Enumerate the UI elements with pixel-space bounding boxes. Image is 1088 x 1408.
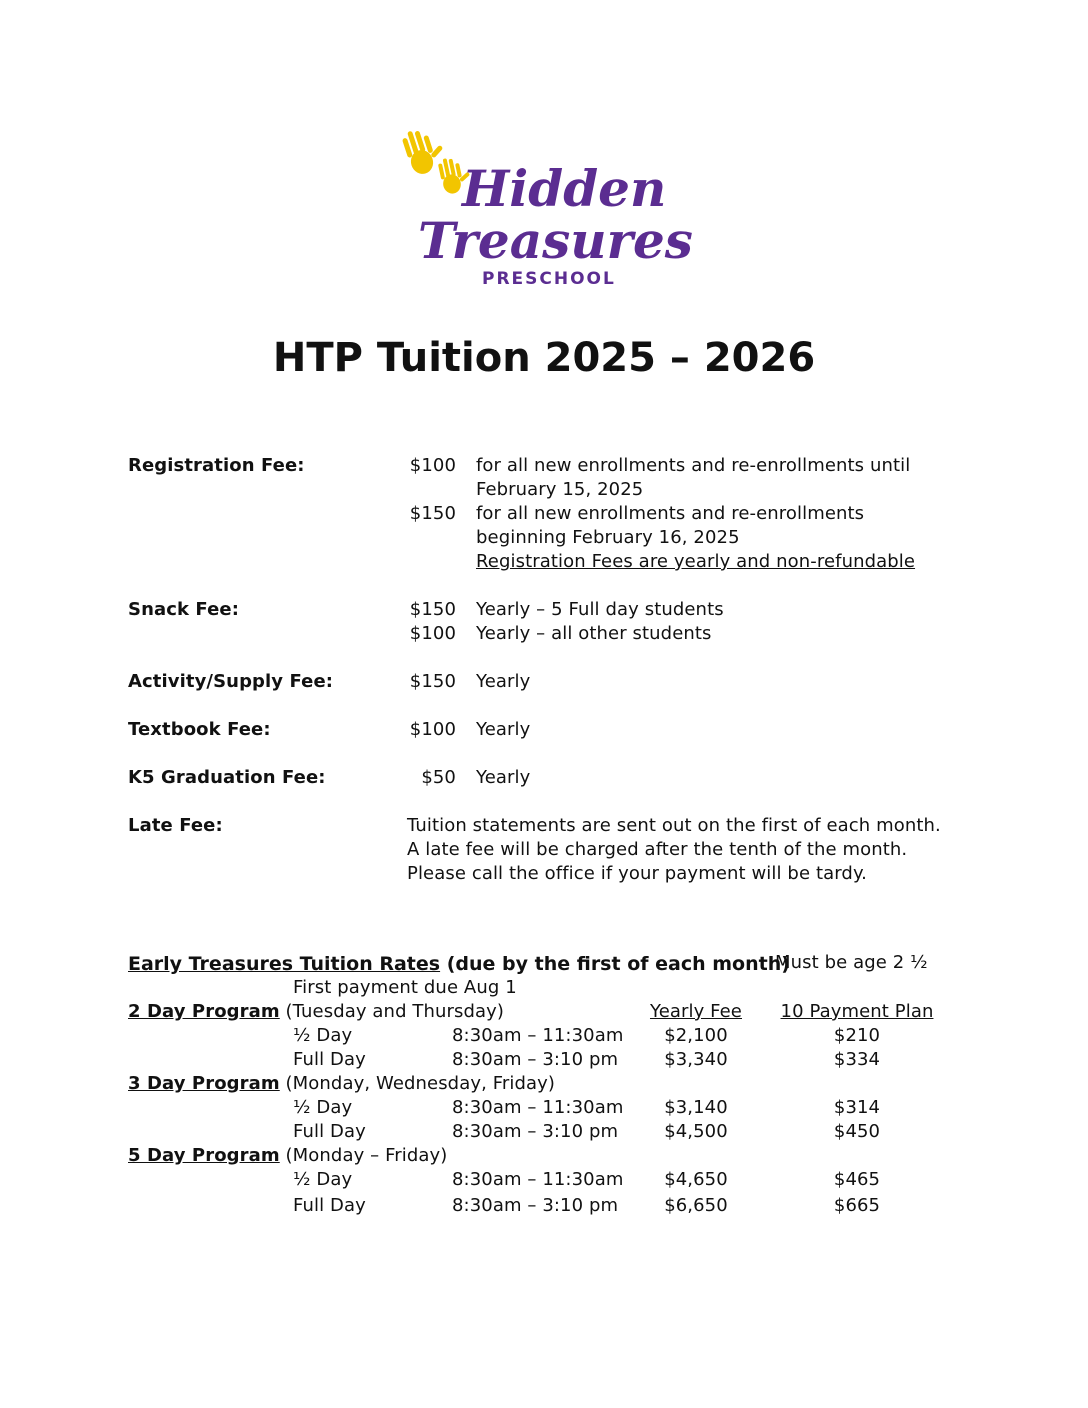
snack-fee-desc-2: Yearly – all other students bbox=[476, 623, 712, 644]
rate-plan: $450 bbox=[833, 1121, 881, 1142]
rate-type: Full Day bbox=[293, 1121, 366, 1142]
rate-yearly: $3,140 bbox=[664, 1097, 728, 1118]
rates-heading bbox=[128, 951, 790, 977]
rate-time: 8:30am – 3:10 pm bbox=[452, 1049, 619, 1070]
rate-plan: $665 bbox=[833, 1195, 881, 1216]
hidden-treasures-logo bbox=[400, 130, 700, 295]
graduation-fee-desc: Yearly bbox=[476, 767, 531, 788]
program-days: (Tuesday and Thursday) bbox=[279, 1001, 505, 1022]
program-days: (Monday – Friday) bbox=[279, 1145, 448, 1166]
activity-fee-amount: $150 bbox=[409, 671, 456, 692]
activity-fee-desc: Yearly bbox=[476, 671, 531, 692]
program-name: 5 Day Program bbox=[128, 1145, 280, 1166]
column-yearly-fee: Yearly Fee bbox=[649, 1001, 742, 1022]
program-5-day bbox=[128, 1144, 447, 1168]
rate-type: Full Day bbox=[293, 1195, 366, 1216]
late-fee-line-3: Please call the office if your payment will be tardy. bbox=[407, 863, 867, 884]
rate-plan: $334 bbox=[833, 1049, 881, 1070]
program-3-day bbox=[128, 1072, 555, 1096]
program-name: 3 Day Program bbox=[128, 1073, 280, 1094]
snack-fee-amount-2: $100 bbox=[409, 623, 456, 644]
rate-yearly: $2,100 bbox=[664, 1025, 728, 1046]
rate-time: 8:30am – 3:10 pm bbox=[452, 1195, 619, 1216]
logo-line-treasures: Treasures bbox=[418, 211, 693, 270]
rate-yearly: $3,340 bbox=[664, 1049, 728, 1070]
rate-type: ½ Day bbox=[293, 1025, 353, 1046]
age-note: Must be age 2 ½ bbox=[775, 952, 928, 973]
graduation-fee-amount: $50 bbox=[421, 767, 456, 788]
rates-heading-suffix: (due by the first of each month) bbox=[440, 953, 790, 975]
late-fee-line-2: A late fee will be charged after the tenth of the month. bbox=[407, 839, 908, 860]
snack-fee-amount-1: $150 bbox=[409, 599, 456, 620]
rate-type: Full Day bbox=[293, 1049, 366, 1070]
column-payment-plan: 10 Payment Plan bbox=[780, 1001, 934, 1022]
rates-heading-title: Early Treasures Tuition Rates bbox=[128, 953, 441, 975]
textbook-fee-amount: $100 bbox=[409, 719, 456, 740]
rate-time: 8:30am – 3:10 pm bbox=[452, 1121, 619, 1142]
program-days: (Monday, Wednesday, Friday) bbox=[279, 1073, 556, 1094]
late-fee-label: Late Fee: bbox=[128, 815, 223, 836]
registration-fee-desc-1a: for all new enrollments and re-enrollments until bbox=[476, 455, 911, 476]
first-payment-note: First payment due Aug 1 bbox=[293, 977, 517, 998]
rate-plan: $465 bbox=[833, 1169, 881, 1190]
rate-yearly: $4,500 bbox=[664, 1121, 728, 1142]
registration-fee-desc-1b: February 15, 2025 bbox=[476, 479, 644, 500]
logo-line-hidden: Hidden bbox=[462, 159, 667, 218]
rate-plan: $210 bbox=[833, 1025, 881, 1046]
snack-fee-desc-1: Yearly – 5 Full day students bbox=[476, 599, 724, 620]
late-fee-line-1: Tuition statements are sent out on the first of each month. bbox=[407, 815, 941, 836]
registration-fee-label: Registration Fee: bbox=[128, 455, 305, 476]
rate-time: 8:30am – 11:30am bbox=[452, 1097, 624, 1118]
rate-time: 8:30am – 11:30am bbox=[452, 1169, 624, 1190]
snack-fee-label: Snack Fee: bbox=[128, 599, 240, 620]
registration-fee-desc-2a: for all new enrollments and re-enrollments bbox=[476, 503, 865, 524]
page-title: HTP Tuition 2025 – 2026 bbox=[272, 335, 816, 381]
rate-time: 8:30am – 11:30am bbox=[452, 1025, 624, 1046]
registration-fee-amount-1: $100 bbox=[409, 455, 456, 476]
graduation-fee-label: K5 Graduation Fee: bbox=[128, 767, 326, 788]
registration-fee-amount-2: $150 bbox=[409, 503, 456, 524]
activity-fee-label: Activity/Supply Fee: bbox=[128, 671, 334, 692]
registration-fee-desc-2b: beginning February 16, 2025 bbox=[476, 527, 740, 548]
program-2-day bbox=[128, 1000, 504, 1024]
registration-fee-note: Registration Fees are yearly and non-refundable bbox=[476, 551, 916, 572]
textbook-fee-desc: Yearly bbox=[476, 719, 531, 740]
rate-type: ½ Day bbox=[293, 1097, 353, 1118]
logo-line-preschool: PRESCHOOL bbox=[482, 269, 616, 289]
program-name: 2 Day Program bbox=[128, 1001, 280, 1022]
rate-plan: $314 bbox=[833, 1097, 881, 1118]
rate-yearly: $6,650 bbox=[664, 1195, 728, 1216]
rate-type: ½ Day bbox=[293, 1169, 353, 1190]
rate-yearly: $4,650 bbox=[664, 1169, 728, 1190]
textbook-fee-label: Textbook Fee: bbox=[128, 719, 271, 740]
